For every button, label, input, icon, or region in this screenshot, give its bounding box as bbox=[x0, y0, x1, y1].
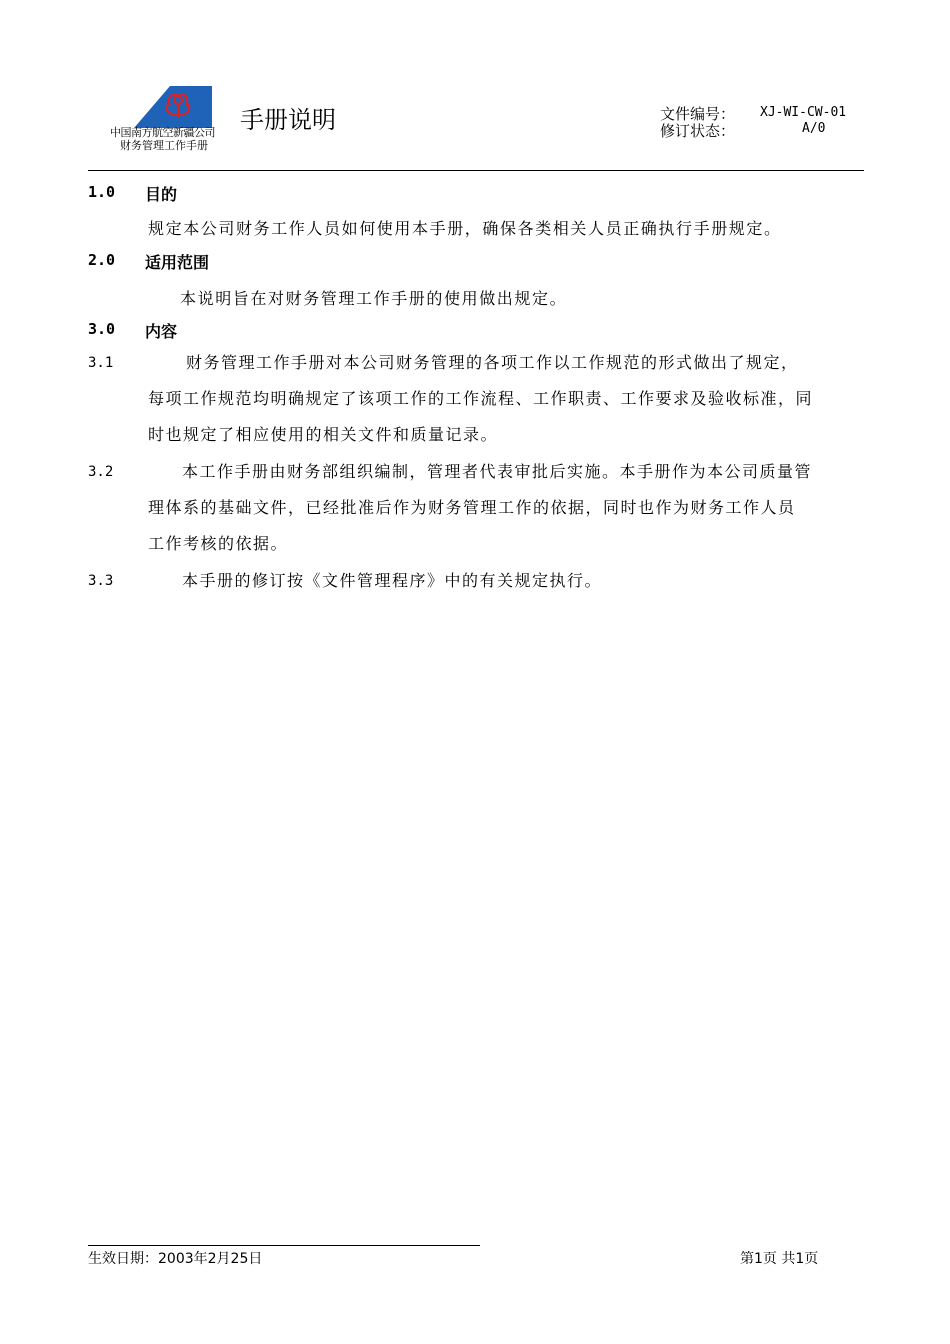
clause-3-3-body bbox=[148, 563, 602, 599]
section-title: 目的 bbox=[145, 185, 178, 204]
clause-3-1-body bbox=[148, 345, 813, 453]
clause-3-2-body bbox=[148, 454, 812, 562]
footer-divider bbox=[88, 1245, 480, 1246]
clause-number: 3.1 bbox=[88, 355, 114, 371]
section-body: 规定本公司财务工作人员如何使用本手册，确保各类相关人员正确执行手册规定。 bbox=[148, 219, 782, 238]
clause-line: 时也规定了相应使用的相关文件和质量记录。 bbox=[148, 425, 499, 444]
clause-line: 本工作手册由财务部组织编制，管理者代表审批后实施。本手册作为本公司质量管 bbox=[182, 462, 813, 481]
clause-line: 本手册的修订按《文件管理程序》中的有关规定执行。 bbox=[182, 571, 603, 590]
doc-number-label: 文件编号： bbox=[660, 105, 736, 123]
clause-line: 工作考核的依据。 bbox=[148, 534, 289, 553]
logo-company-name: 中国南方航空新疆公司 bbox=[110, 126, 215, 139]
revision-label: 修订状态： bbox=[660, 122, 736, 140]
logo-manual-name: 财务管理工作手册 bbox=[120, 139, 208, 152]
page-title: 手册说明 bbox=[240, 106, 336, 134]
section-number: 1.0 bbox=[88, 183, 116, 201]
section-number: 3.0 bbox=[88, 320, 116, 338]
header-divider bbox=[88, 170, 864, 171]
doc-number: XJ-WI-CW-01 bbox=[760, 105, 847, 120]
clause-line: 每项工作规范均明确规定了该项工作的工作流程、工作职责、工作要求及验收标准，同 bbox=[148, 389, 814, 408]
clause-line: 财务管理工作手册对本公司财务管理的各项工作以工作规范的形式做出了规定， bbox=[186, 353, 799, 372]
company-logo bbox=[106, 80, 236, 152]
airline-logo-icon bbox=[126, 80, 216, 130]
section-title: 内容 bbox=[145, 322, 178, 341]
clause-number: 3.2 bbox=[88, 464, 114, 480]
section-number: 2.0 bbox=[88, 251, 116, 269]
revision-status: A/0 bbox=[802, 121, 826, 136]
effective-date: 生效日期：2003年2月25日 bbox=[88, 1251, 263, 1267]
page-number: 第1页 共1页 bbox=[740, 1251, 819, 1267]
section-body: 本说明旨在对财务管理工作手册的使用做出规定。 bbox=[180, 289, 568, 308]
clause-number: 3.3 bbox=[88, 573, 114, 589]
clause-line: 理体系的基础文件，已经批准后作为财务管理工作的依据，同时也作为财务工作人员 bbox=[148, 498, 796, 517]
section-title: 适用范围 bbox=[145, 253, 210, 272]
